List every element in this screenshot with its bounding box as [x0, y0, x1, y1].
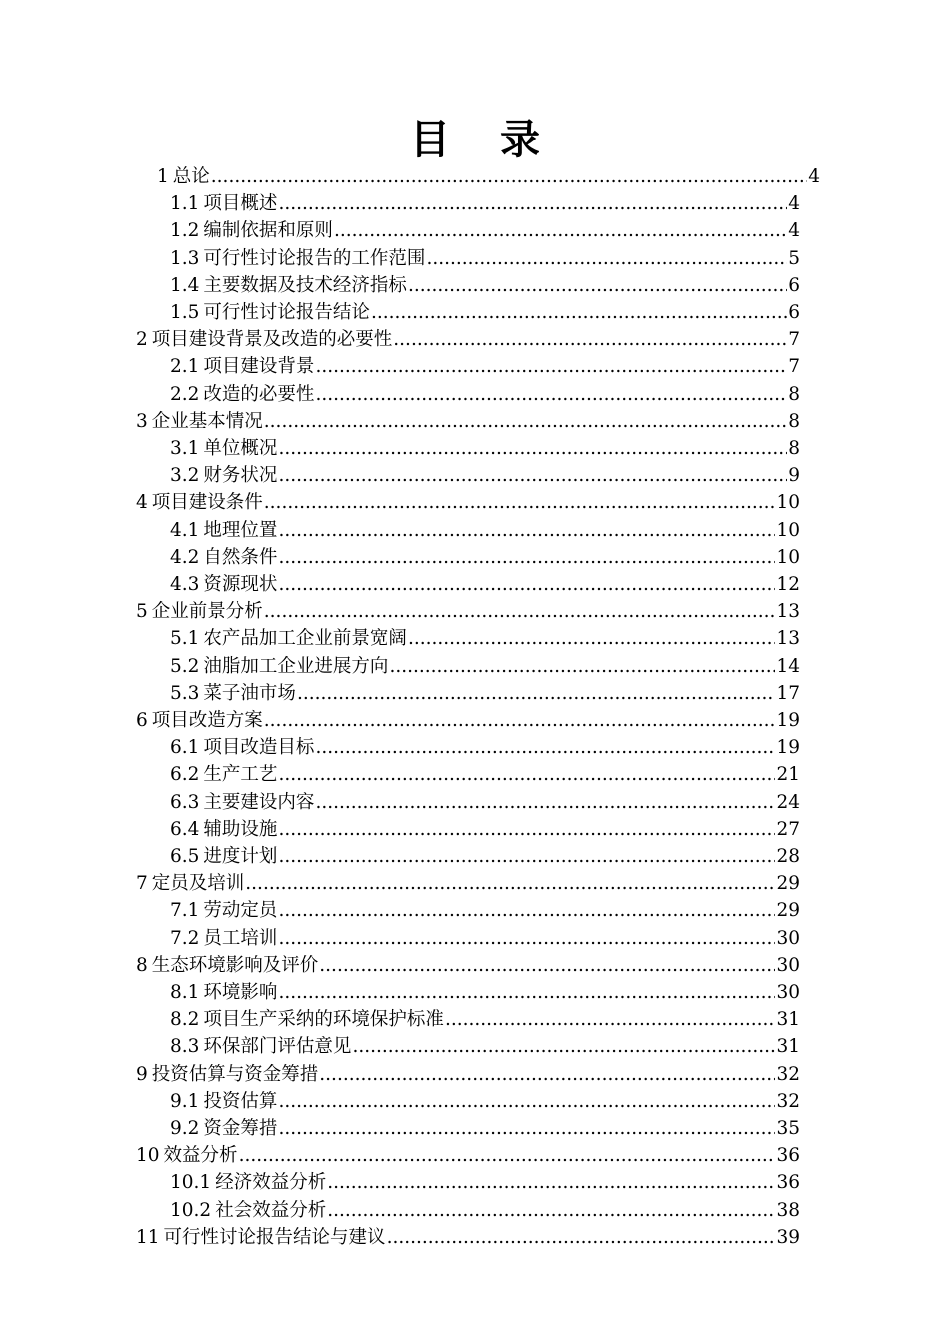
toc-section-entry[interactable] — [170, 761, 800, 788]
toc-entry-title: 项目生产采纳的环境保护标准 — [203, 1009, 444, 1031]
toc-entry-number: 2.2 — [170, 383, 200, 405]
toc-entry-number: 6.4 — [170, 818, 200, 840]
toc-entry-page-number: 7 — [788, 329, 800, 351]
toc-entry-number: 2 — [136, 329, 148, 351]
toc-entry-page-number: 30 — [776, 927, 800, 949]
toc-section-entry[interactable] — [170, 1088, 800, 1115]
toc-section-entry[interactable] — [170, 653, 800, 680]
toc-entry-title: 项目概述 — [203, 193, 278, 215]
toc-entry-number: 11 — [136, 1226, 160, 1248]
toc-leader-dots — [352, 1033, 775, 1060]
toc-entry-page-number: 30 — [776, 982, 800, 1003]
toc-entry-page-number: 14 — [776, 655, 800, 677]
toc-leader-dots — [327, 1169, 775, 1196]
toc-entry-number: 7 — [136, 873, 148, 895]
toc-entry-number: 1.1 — [170, 193, 200, 215]
toc-chapter-entry[interactable] — [136, 326, 800, 353]
toc-leader-dots — [264, 707, 776, 734]
toc-entry-title: 编制依据和原则 — [203, 220, 333, 242]
toc-entry-number: 10 — [136, 1145, 160, 1167]
toc-entry-number: 5.3 — [170, 682, 200, 704]
toc-entry-number: 1.5 — [170, 302, 200, 323]
toc-entry-page-number: 9 — [788, 465, 800, 487]
toc-entry-title: 油脂加工企业进展方向 — [203, 655, 389, 677]
toc-entry-number: 6.2 — [170, 764, 200, 786]
toc-entry-number: 6 — [136, 710, 148, 731]
toc-leader-dots — [278, 979, 775, 1006]
toc-entry-title: 菜子油市场 — [203, 682, 296, 704]
toc-section-entry[interactable] — [170, 272, 800, 299]
toc-section-entry[interactable] — [170, 1115, 800, 1142]
toc-section-entry[interactable] — [170, 816, 800, 843]
toc-entry-title: 地理位置 — [203, 519, 278, 541]
toc-section-entry[interactable] — [170, 843, 800, 870]
toc-entry-page-number: 10 — [776, 492, 800, 514]
toc-entry-number: 8.1 — [170, 982, 200, 1003]
toc-entry-title: 总论 — [172, 166, 210, 187]
toc-entry-number: 3.2 — [170, 465, 200, 487]
toc-entry-title: 进度计划 — [203, 846, 278, 867]
toc-entry-number: 2.1 — [170, 356, 200, 378]
toc-entry-title: 财务状况 — [203, 465, 278, 487]
toc-entry-page-number: 36 — [776, 1172, 800, 1194]
toc-chapter-entry[interactable] — [136, 870, 800, 897]
toc-entry-number: 10.1 — [170, 1172, 212, 1194]
toc-entry-page-number: 31 — [776, 1009, 800, 1031]
toc-section-entry[interactable] — [170, 979, 800, 1006]
toc-chapter-entry[interactable] — [136, 952, 800, 979]
toc-leader-dots — [245, 870, 775, 897]
toc-section-entry[interactable] — [170, 544, 800, 571]
toc-entry-title: 投资估算与资金筹措 — [151, 1063, 319, 1085]
toc-entry-title: 可行性讨论报告的工作范围 — [203, 247, 426, 269]
toc-entry-number: 5.1 — [170, 628, 200, 650]
toc-entry-title: 项目建设背景 — [203, 356, 315, 378]
toc-leader-dots — [264, 598, 776, 625]
toc-entry-title: 生态环境影响及评价 — [151, 954, 319, 976]
toc-leader-dots — [278, 816, 775, 843]
toc-section-entry[interactable] — [170, 571, 800, 598]
toc-leader-dots — [315, 789, 775, 816]
toc-entry-page-number: 19 — [776, 710, 800, 731]
toc-entry-title: 单位概况 — [203, 438, 278, 459]
toc-entry-page-number: 38 — [776, 1199, 800, 1221]
toc-section-entry[interactable] — [170, 462, 800, 489]
toc-section-entry[interactable] — [170, 1033, 800, 1060]
toc-entry-number: 5.2 — [170, 655, 200, 677]
toc-entry-number: 4 — [136, 492, 148, 514]
toc-entry-page-number: 27 — [776, 818, 800, 840]
toc-leader-dots — [239, 1142, 776, 1169]
toc-leader-dots — [264, 408, 787, 435]
toc-leader-dots — [278, 897, 775, 924]
toc-entry-title: 资源现状 — [203, 574, 278, 595]
toc-chapter-entry[interactable] — [136, 707, 800, 734]
toc-entry-title: 企业基本情况 — [151, 410, 263, 432]
toc-entry-title: 资金筹措 — [203, 1118, 278, 1139]
toc-entry-page-number: 31 — [776, 1036, 800, 1058]
toc-entry-page-number: 39 — [776, 1226, 800, 1248]
toc-leader-dots — [408, 272, 787, 299]
toc-entry-title: 主要建设内容 — [203, 791, 315, 813]
toc-chapter-entry[interactable] — [157, 163, 820, 190]
toc-entry-number: 6.1 — [170, 737, 200, 759]
toc-entry-number: 9.2 — [170, 1118, 200, 1139]
toc-entry-number: 1.2 — [170, 220, 200, 242]
toc-entry-page-number: 4 — [808, 166, 820, 187]
toc-leader-dots — [278, 1088, 775, 1115]
toc-entry-page-number: 24 — [776, 791, 800, 813]
toc-chapter-entry[interactable] — [136, 1142, 800, 1169]
toc-entry-title: 定员及培训 — [151, 873, 245, 895]
toc-entry-page-number: 36 — [776, 1145, 800, 1167]
toc-chapter-entry[interactable] — [136, 598, 800, 625]
toc-leader-dots — [327, 1197, 775, 1224]
toc-leader-dots — [334, 217, 787, 244]
toc-section-entry[interactable] — [170, 925, 800, 952]
toc-section-entry[interactable] — [170, 217, 800, 244]
toc-entry-number: 3 — [136, 410, 148, 432]
toc-entry-page-number: 32 — [776, 1090, 800, 1112]
toc-section-entry[interactable] — [170, 381, 800, 408]
toc-leader-dots — [278, 761, 775, 788]
toc-chapter-entry[interactable] — [136, 1061, 800, 1088]
toc-section-entry[interactable] — [170, 1197, 800, 1224]
toc-entry-page-number: 7 — [788, 356, 800, 378]
toc-leader-dots — [408, 625, 776, 652]
toc-entry-number: 4.3 — [170, 574, 200, 595]
toc-leader-dots — [387, 1224, 776, 1251]
toc-entry-title: 改造的必要性 — [203, 383, 315, 405]
toc-entry-number: 3.1 — [170, 438, 200, 459]
toc-entry-page-number: 10 — [776, 519, 800, 541]
toc-entry-title: 项目改造目标 — [203, 737, 315, 759]
toc-leader-dots — [319, 1061, 775, 1088]
toc-section-entry[interactable] — [170, 517, 800, 544]
toc-entry-page-number: 13 — [776, 628, 800, 650]
toc-entry-title: 项目建设条件 — [151, 492, 263, 514]
toc-entry-number: 4.2 — [170, 546, 200, 568]
toc-entry-title: 可行性讨论报告结论与建议 — [163, 1226, 386, 1248]
toc-section-entry[interactable] — [170, 680, 800, 707]
toc-entry-page-number: 30 — [776, 954, 800, 976]
toc-entry-page-number: 19 — [776, 737, 800, 759]
toc-entry-title: 辅助设施 — [203, 818, 278, 840]
toc-section-entry[interactable] — [170, 897, 800, 924]
toc-section-entry[interactable] — [170, 299, 800, 326]
toc-leader-dots — [278, 462, 787, 489]
toc-leader-dots — [297, 680, 776, 707]
toc-entry-title: 项目建设背景及改造的必要性 — [151, 329, 393, 351]
toc-leader-dots — [315, 381, 787, 408]
toc-entry-number: 7.2 — [170, 927, 200, 949]
toc-entry-page-number: 35 — [776, 1118, 800, 1139]
toc-section-entry[interactable] — [170, 435, 800, 462]
toc-leader-dots — [278, 544, 775, 571]
toc-leader-dots — [319, 952, 775, 979]
toc-leader-dots — [278, 1115, 775, 1142]
toc-entry-number: 6.3 — [170, 791, 200, 813]
toc-entry-number: 1.3 — [170, 247, 200, 269]
toc-leader-dots — [315, 353, 787, 380]
toc-entry-page-number: 8 — [788, 383, 800, 405]
toc-entry-number: 9.1 — [170, 1090, 200, 1112]
toc-chapter-entry[interactable] — [136, 408, 800, 435]
toc-entry-title: 可行性讨论报告结论 — [203, 302, 370, 323]
toc-entry-title: 农产品加工企业前景宽阔 — [203, 628, 407, 650]
toc-entry-page-number: 6 — [788, 274, 800, 296]
toc-entry-title: 环保部门评估意见 — [203, 1036, 352, 1058]
toc-entry-title: 劳动定员 — [203, 900, 278, 922]
toc-section-entry[interactable] — [170, 625, 800, 652]
toc-entry-number: 6.5 — [170, 846, 200, 867]
toc-section-entry[interactable] — [170, 1169, 800, 1196]
toc-entry-page-number: 4 — [788, 193, 800, 215]
toc-leader-dots — [278, 190, 787, 217]
toc-entry-title: 项目改造方案 — [151, 710, 263, 731]
toc-entry-number: 8.3 — [170, 1036, 200, 1058]
toc-entry-number: 1 — [157, 166, 169, 187]
toc-leader-dots — [278, 925, 775, 952]
toc-entry-title: 环境影响 — [203, 982, 278, 1003]
toc-entry-page-number: 21 — [776, 764, 800, 786]
toc-entry-number: 10.2 — [170, 1199, 212, 1221]
toc-leader-dots — [389, 653, 775, 680]
toc-entry-page-number: 8 — [788, 438, 800, 459]
toc-entry-page-number: 32 — [776, 1063, 800, 1085]
toc-chapter-entry[interactable] — [136, 489, 800, 516]
toc-entry-page-number: 13 — [776, 601, 800, 623]
toc-section-entry[interactable] — [170, 245, 800, 272]
toc-entry-title: 员工培训 — [203, 927, 278, 949]
toc-section-entry[interactable] — [170, 353, 800, 380]
toc-entry-title: 效益分析 — [163, 1145, 238, 1167]
toc-leader-dots — [278, 435, 787, 462]
toc-leader-dots — [264, 489, 776, 516]
toc-section-entry[interactable] — [170, 734, 800, 761]
toc-leader-dots — [393, 326, 787, 353]
toc-chapter-entry[interactable] — [136, 1224, 800, 1251]
toc-entry-page-number: 17 — [776, 682, 800, 704]
toc-leader-dots — [211, 163, 807, 190]
toc-entry-number: 7.1 — [170, 900, 200, 922]
toc-leader-dots — [278, 843, 775, 870]
toc-section-entry[interactable] — [170, 1006, 800, 1033]
toc-entry-title: 经济效益分析 — [215, 1172, 327, 1194]
toc-leader-dots — [315, 734, 775, 761]
toc-entry-page-number: 29 — [776, 873, 800, 895]
toc-entry-page-number: 10 — [776, 546, 800, 568]
toc-entry-number: 4.1 — [170, 519, 200, 541]
toc-entry-page-number: 28 — [776, 846, 800, 867]
toc-entry-number: 9 — [136, 1063, 148, 1085]
page-title: 目 录 — [410, 117, 558, 163]
toc-entry-title: 企业前景分析 — [151, 601, 263, 623]
toc-entry-page-number: 8 — [788, 410, 800, 432]
toc-entry-number: 8 — [136, 954, 148, 976]
toc-section-entry[interactable] — [170, 789, 800, 816]
toc-entry-title: 生产工艺 — [203, 764, 278, 786]
toc-entry-page-number: 12 — [776, 574, 800, 595]
toc-leader-dots — [278, 517, 775, 544]
toc-entry-number: 8.2 — [170, 1009, 200, 1031]
toc-entry-number: 1.4 — [170, 274, 200, 296]
toc-entry-title: 投资估算 — [203, 1090, 278, 1112]
toc-leader-dots — [426, 245, 787, 272]
toc-leader-dots — [445, 1006, 776, 1033]
toc-entry-page-number: 4 — [788, 220, 800, 242]
toc-entry-title: 社会效益分析 — [215, 1199, 327, 1221]
toc-entry-page-number: 5 — [788, 247, 800, 269]
toc-leader-dots — [278, 571, 775, 598]
toc-entry-page-number: 29 — [776, 900, 800, 922]
toc-entry-number: 5 — [136, 601, 148, 623]
toc-section-entry[interactable] — [170, 190, 800, 217]
toc-leader-dots — [371, 299, 787, 326]
toc-entry-title: 自然条件 — [203, 546, 278, 568]
toc-entry-page-number: 6 — [788, 302, 800, 323]
toc-entry-title: 主要数据及技术经济指标 — [203, 274, 407, 296]
